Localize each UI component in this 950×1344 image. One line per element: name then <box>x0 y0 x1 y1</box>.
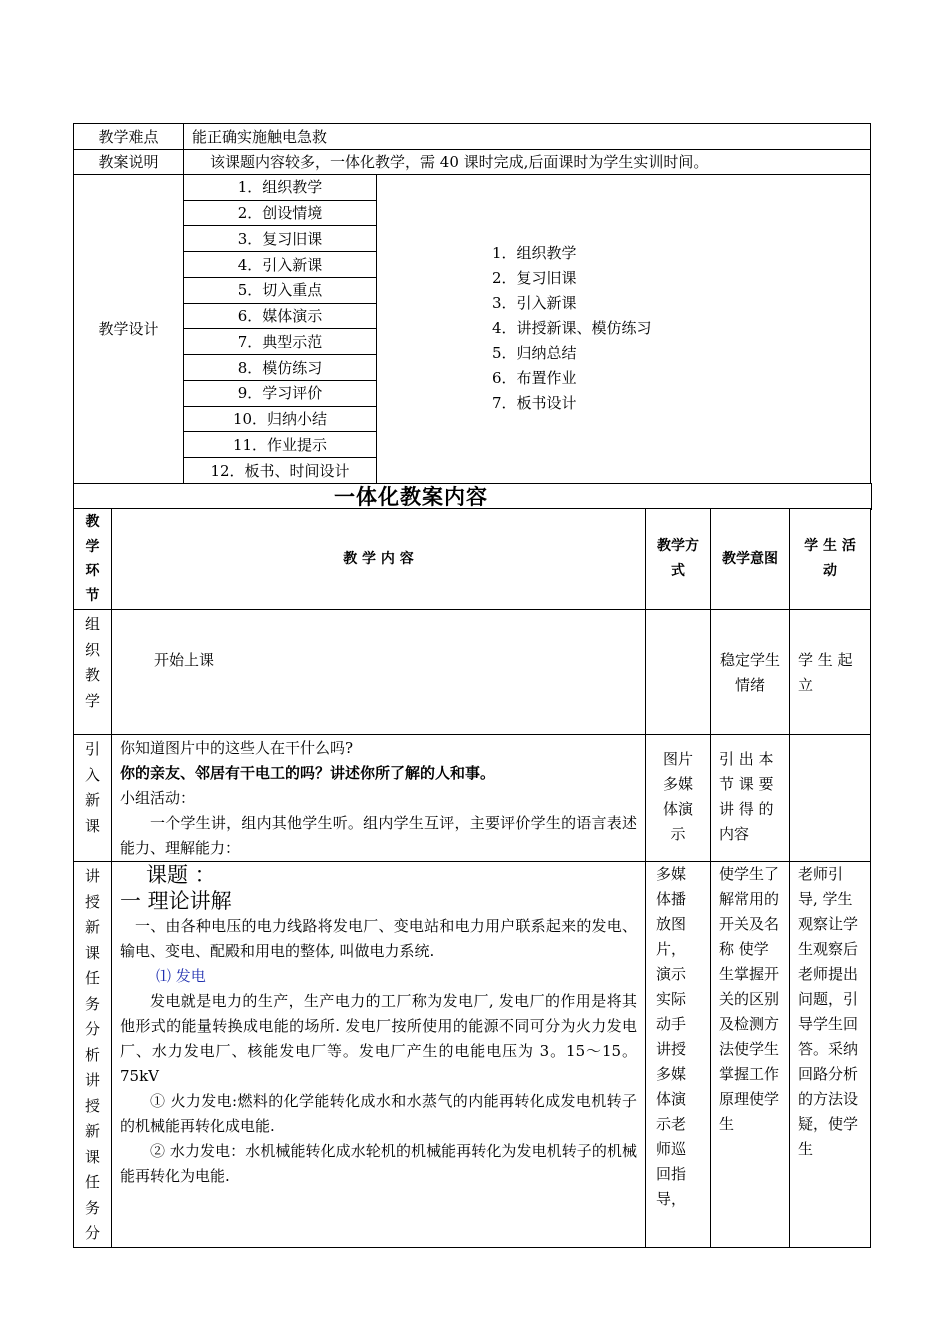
design-step: 7．典型示范 <box>184 329 377 355</box>
paragraph: ① 火力发电:燃料的化学能转化成水和水蒸气的内能再转化成发电机转子的机械能再转化成电能. <box>120 1092 637 1135</box>
content-cell <box>112 862 646 1248</box>
design-label: 教学设计 <box>74 175 184 484</box>
design-step: 1．组织教学 <box>184 175 377 200</box>
paragraph: 一、由各种电压的电力线路将发电厂、变电站和电力用户联系起来的发电、输电、变电、配殿和用电的整体, 叫做电力系统. <box>120 917 637 960</box>
design-step: 10．归纳小结 <box>184 406 377 432</box>
stage-cell: 讲授新课任务分析讲授新课任务分 <box>74 862 112 1248</box>
intro-prompt: 你的亲友、邻居有干电工的吗？讲述你所了解的人和事。 <box>120 764 496 782</box>
difficulty-value: 能正确实施触电急救 <box>184 124 871 150</box>
design-steps <box>184 175 377 483</box>
stage-cell: 组织教学 <box>74 610 112 735</box>
plan-item: 1．组织教学 <box>492 244 577 262</box>
activity-cell: 老师引导, 学生观察让学生观察后老师提出问题，引导学生回答。采纳回路分析的方法设疑，使学生 <box>790 862 871 1248</box>
difficulty-label: 教学难点 <box>74 124 184 150</box>
col-content-header: 教 学 内 容 <box>112 509 646 610</box>
plan-list <box>492 241 652 416</box>
intent-cell: 稳定学生情绪 <box>711 610 790 735</box>
section-title: 一体化教案内容 <box>334 485 488 509</box>
header-table <box>73 123 871 484</box>
group-activity-label: 小组活动： <box>120 789 196 807</box>
design-step: 8．模仿练习 <box>184 355 377 381</box>
plan-item: 2．复习旧课 <box>492 269 577 287</box>
topic-heading: 课题 ： <box>146 863 216 887</box>
table-row <box>74 735 871 862</box>
col-activity-header: 学 生 活 动 <box>790 509 871 610</box>
design-step: 9．学习评价 <box>184 380 377 406</box>
design-step: 3．复习旧课 <box>184 226 377 252</box>
design-step: 4．引入新课 <box>184 252 377 278</box>
content-cell <box>112 735 646 862</box>
content-cell: 开始上课 <box>112 610 646 735</box>
plan-item: 6．布置作业 <box>492 369 577 387</box>
design-step: 11．作业提示 <box>184 432 377 458</box>
section-title-row <box>73 483 872 510</box>
col-method-header: 教学方式 <box>646 509 711 610</box>
col-intent-header: 教学意图 <box>711 509 790 610</box>
table-header-row <box>74 509 871 610</box>
method-cell <box>646 610 711 735</box>
plan-item: 7．板书设计 <box>492 394 577 412</box>
plan-item: 5．归纳总结 <box>492 344 577 362</box>
lesson-table <box>73 508 871 1248</box>
col-stage-header: 教学环节 <box>74 509 112 610</box>
intro-question: 你知道图片中的这些人在干什么吗? <box>120 739 354 757</box>
group-activity-text: 一个学生讲，组内其他学生听。组内学生互评，主要评价学生的语言表述能力、理解能力： <box>120 814 637 857</box>
theory-heading: 一 理论讲解 <box>120 889 232 913</box>
table-row <box>74 610 871 735</box>
table-row <box>74 862 871 1248</box>
intent-cell: 引 出 本 节 课 要 讲 得 的 内容 <box>711 735 790 862</box>
activity-cell <box>790 735 871 862</box>
activity-cell: 学 生 起 立 <box>790 610 871 735</box>
method-cell: 多媒体播放图片，演示 实际动手讲授多媒体演示老师巡回指导， <box>646 862 711 1248</box>
design-step: 6．媒体演示 <box>184 303 377 329</box>
design-cell <box>184 175 871 484</box>
paragraph: ② 水力发电：水机械能转化成水轮机的机械能再转化为发电机转子的机械能再转化为电能. <box>120 1142 637 1185</box>
note-label: 教案说明 <box>74 150 184 175</box>
design-step: 12．板书、时间设计 <box>184 458 377 483</box>
design-step: 2．创设情境 <box>184 200 377 226</box>
note-value: 该课题内容较多，一体化教学，需 40 课时完成,后面课时为学生实训时间。 <box>184 150 871 175</box>
plan-item: 3．引入新课 <box>492 294 577 312</box>
stage-cell: 引入新课 <box>74 735 112 862</box>
intent-cell: 使学生了解常用的开关及名称 使学生掌握开关的区别及检测方法使学生掌握工作原理使学生 <box>711 862 790 1248</box>
method-cell: 图片多媒体演示 <box>646 735 711 862</box>
plan-item: 4．讲授新课、模仿练习 <box>492 319 652 337</box>
paragraph: 发电就是电力的生产，生产电力的工厂称为发电厂, 发电厂的作用是将其他形式的能量转换成电能的场所. 发电厂按所使用的能源不同可分为火力发电厂、水力发电厂、核能发电厂等。发电厂产生的电能电压为 3。15～15。75kV <box>120 992 637 1085</box>
design-step: 5．切入重点 <box>184 277 377 303</box>
subheading: ⑴ 发电 <box>156 967 206 985</box>
